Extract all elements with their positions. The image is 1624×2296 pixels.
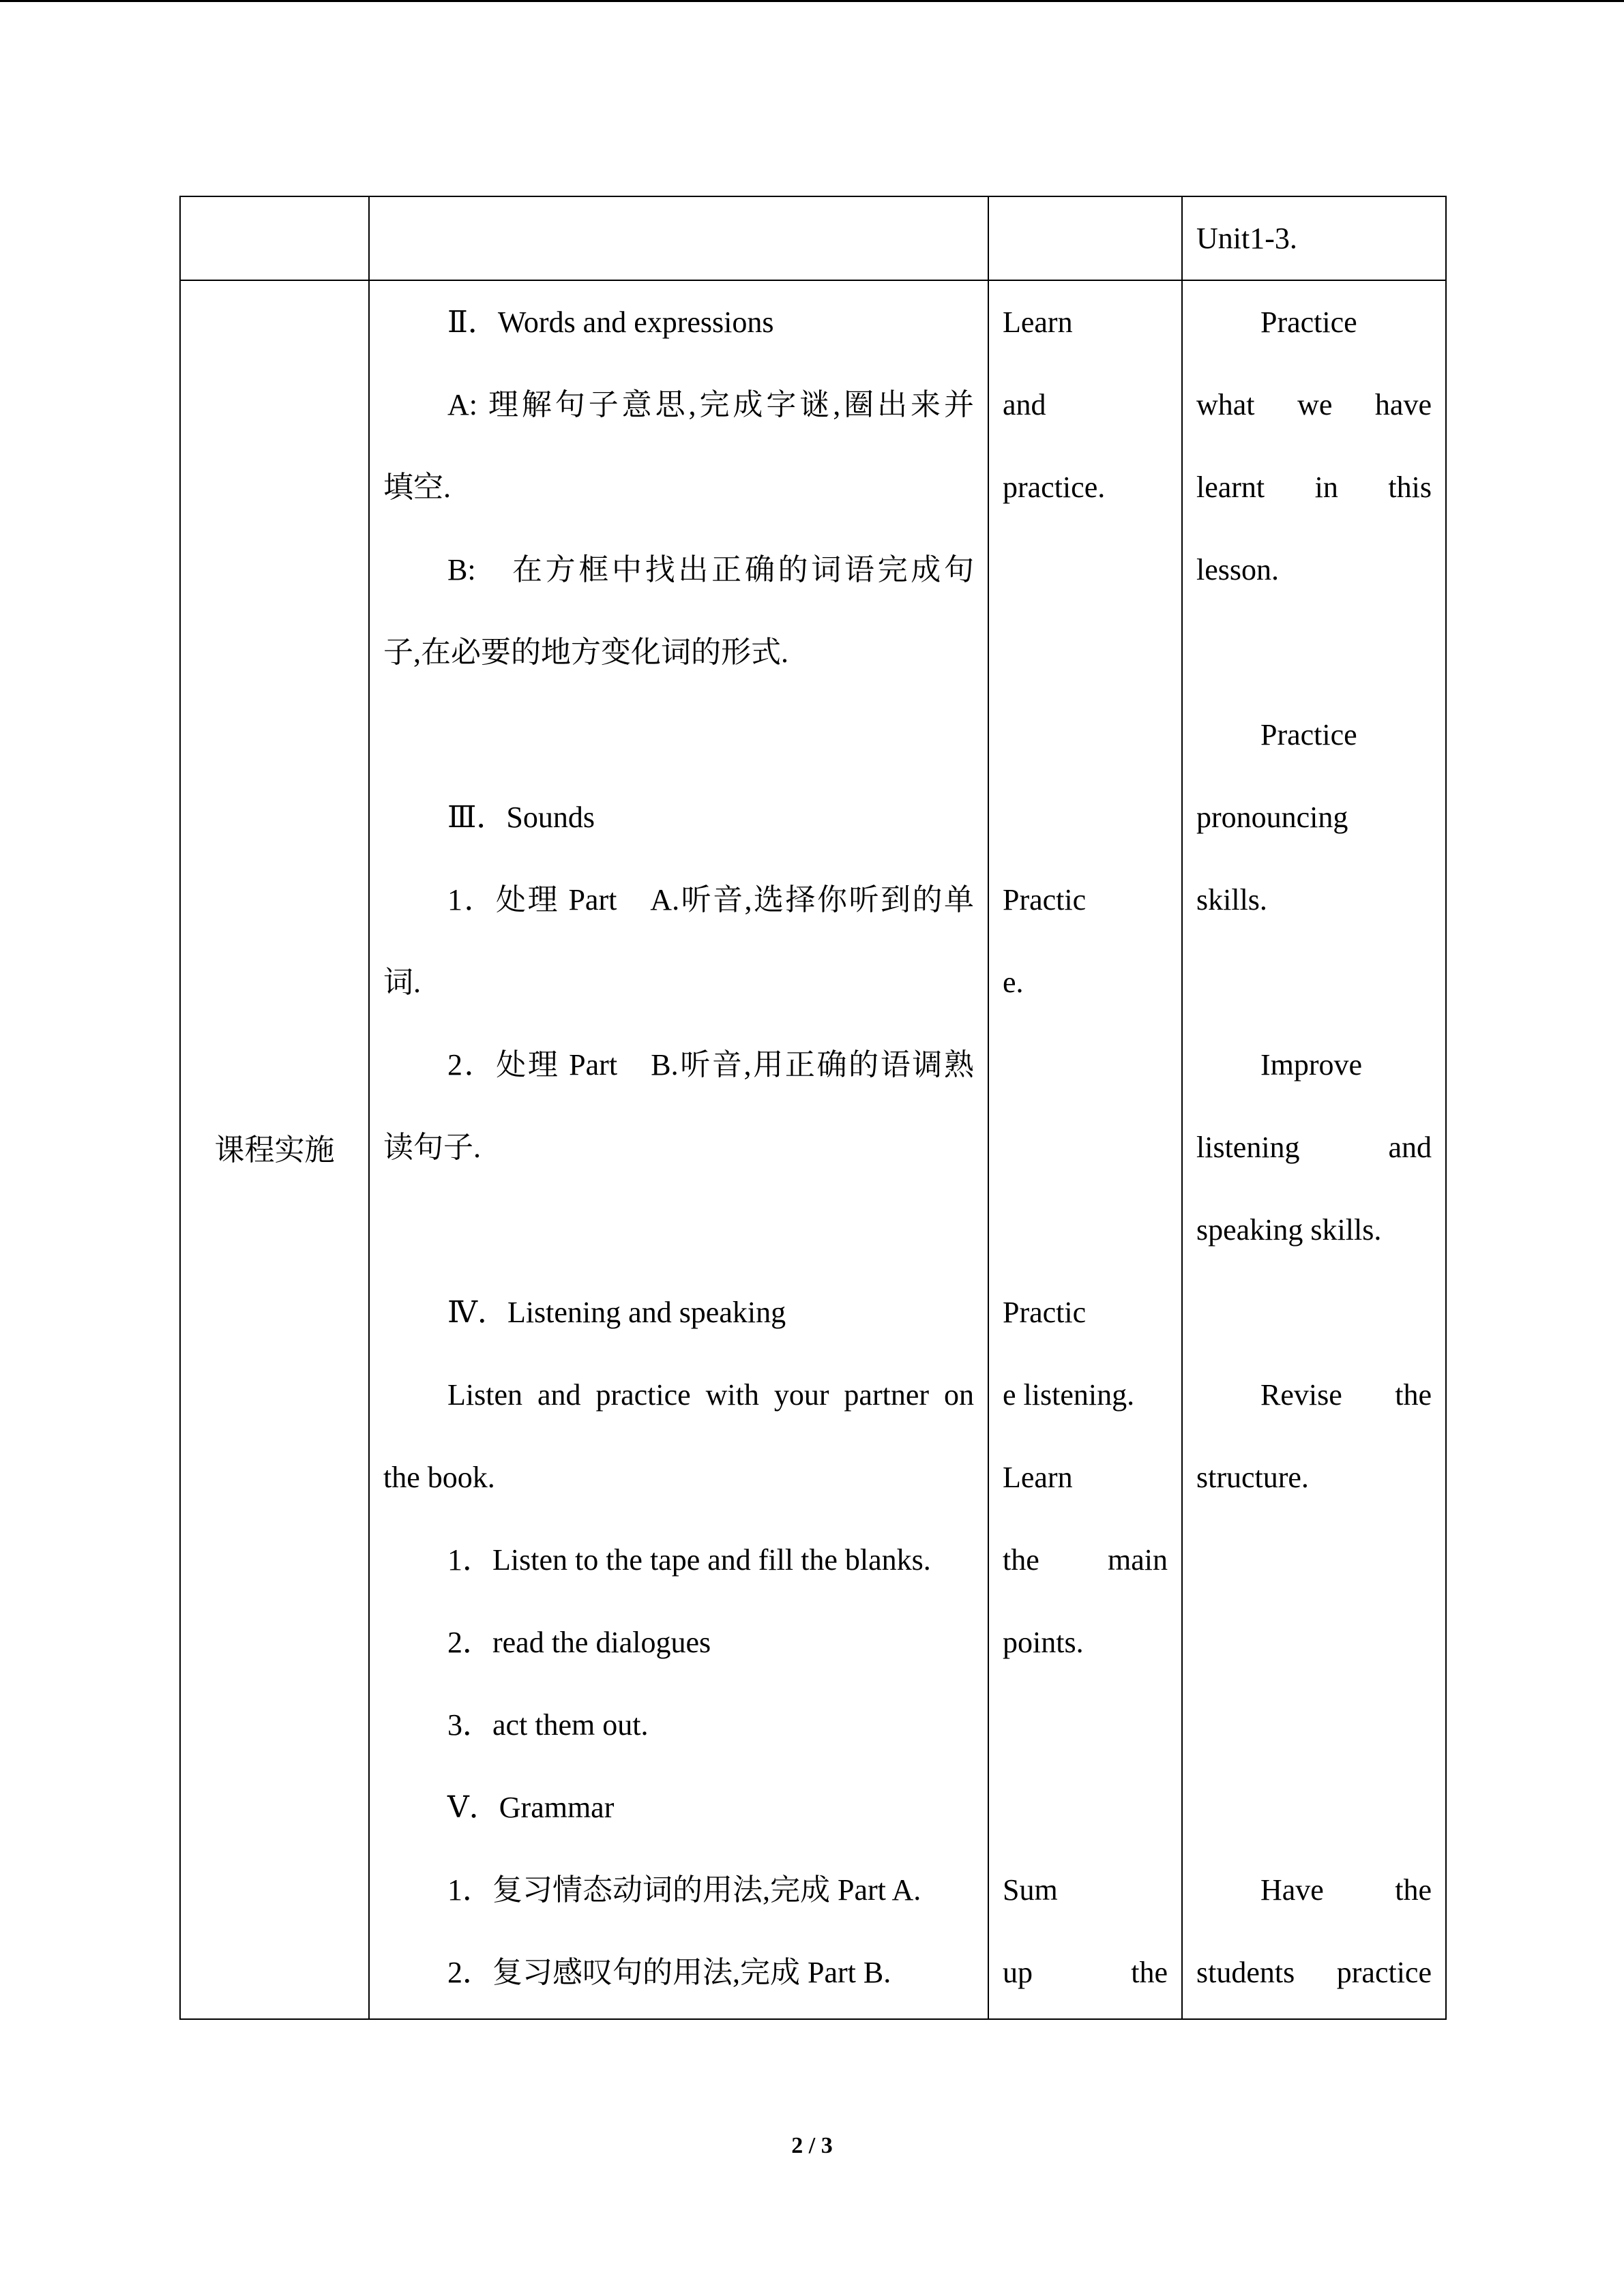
spacer [1003, 528, 1168, 611]
spacer [1196, 1271, 1432, 1354]
purpose-line: speaking skills. [1196, 1213, 1382, 1247]
purpose-line: lesson. [1196, 553, 1279, 586]
purpose-line: Have the [1260, 1873, 1432, 1907]
activity-line: the main [1003, 1543, 1168, 1577]
content-line: 2．复习感叹句的用法,完成 Part B. [447, 1956, 891, 1989]
spacer [1003, 1106, 1168, 1189]
activity-line: Learn [1003, 1461, 1073, 1494]
content-line: B: 在方框中找出正确的词语完成句 [447, 553, 974, 586]
content-line: the book. [383, 1461, 495, 1494]
spacer [1196, 611, 1432, 694]
purpose-line: pronouncing [1196, 801, 1348, 834]
spacer [1003, 694, 1168, 776]
section-label-cell [180, 280, 369, 2019]
purpose-line: Practice [1260, 305, 1357, 339]
unit-range-label: Unit1-3. [1196, 222, 1297, 255]
content-line: 2．read the dialogues [447, 1626, 711, 1659]
spacer [1003, 1684, 1168, 1766]
spacer [1003, 611, 1168, 694]
activity-cell [988, 280, 1182, 2019]
spacer [383, 1189, 974, 1271]
activity-line: e. [1003, 966, 1024, 999]
spacer [1003, 1024, 1168, 1106]
section-heading: Ⅴ．Grammar [447, 1791, 615, 1824]
section-label: 课程实施 [214, 1133, 335, 1167]
content-line: 填空. [383, 471, 451, 504]
content-line: 词. [383, 966, 421, 999]
content-line: 子,在必要的地方变化词的形式. [383, 636, 788, 669]
content-line: A: 理解句子意思,完成字谜,圈出来并 [447, 388, 974, 421]
table-cell-unit [1182, 196, 1446, 280]
section-heading: Ⅲ．Sounds [447, 801, 595, 834]
spacer [1196, 941, 1432, 1024]
activity-line: practice. [1003, 471, 1106, 504]
lesson-plan-table [179, 196, 1447, 2020]
activity-line: up the [1003, 1956, 1168, 1989]
activity-line: e listening. [1003, 1378, 1135, 1412]
section-heading: Ⅳ．Listening and speaking [447, 1296, 786, 1329]
activity-line: Learn [1003, 305, 1073, 339]
top-border-rule [0, 0, 1624, 2]
spacer [1003, 1766, 1168, 1849]
activity-line: points. [1003, 1626, 1084, 1659]
content-line: 3．act them out. [447, 1708, 649, 1742]
spacer [1003, 776, 1168, 859]
purpose-cell [1182, 280, 1446, 2019]
content-line: 1．复习情态动词的用法,完成 Part A. [447, 1873, 921, 1907]
spacer [1196, 1766, 1432, 1849]
spacer [383, 694, 974, 776]
content-line: 2．处理 Part B.听音,用正确的语调熟 [447, 1048, 974, 1082]
activity-line: Sum [1003, 1873, 1058, 1907]
activity-line: Practic [1003, 1296, 1087, 1329]
purpose-line: skills. [1196, 883, 1267, 916]
purpose-line: Revise the [1260, 1378, 1432, 1412]
activity-line: Practic [1003, 883, 1087, 916]
spacer [1196, 1601, 1432, 1684]
purpose-line: Practice [1260, 718, 1357, 751]
activity-line: and [1003, 388, 1046, 421]
section-heading: Ⅱ．Words and expressions [447, 305, 774, 339]
content-line: 1．Listen to the tape and fill the blanks. [447, 1543, 931, 1577]
purpose-line: listening and [1196, 1131, 1432, 1164]
spacer [1003, 1189, 1168, 1271]
content-line: 1．处理 Part A.听音,选择你听到的单 [447, 883, 974, 916]
purpose-line: structure. [1196, 1461, 1309, 1494]
table-row [180, 280, 1446, 2019]
content-line: Listen and practice with your partner on [447, 1378, 974, 1412]
purpose-line: learnt in this [1196, 471, 1432, 504]
purpose-line: what we have [1196, 388, 1432, 421]
spacer [1196, 1519, 1432, 1601]
table-cell-empty [369, 196, 988, 280]
table-row [180, 196, 1446, 280]
content-line: 读句子. [383, 1131, 481, 1164]
purpose-line: students practice [1196, 1956, 1432, 1989]
page-number: 2 / 3 [791, 2133, 833, 2158]
spacer [1196, 1684, 1432, 1766]
table-cell-empty [988, 196, 1182, 280]
table-cell-empty [180, 196, 369, 280]
lesson-content-cell [369, 280, 988, 2019]
purpose-line: Improve [1260, 1048, 1363, 1082]
